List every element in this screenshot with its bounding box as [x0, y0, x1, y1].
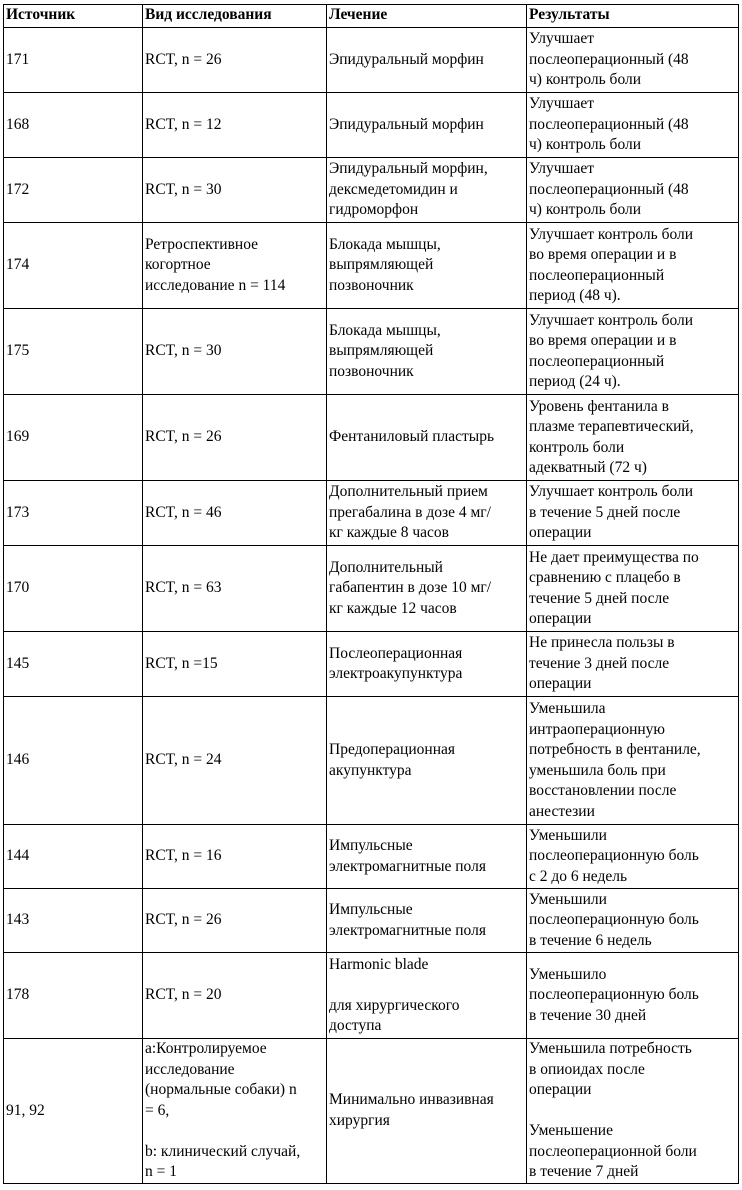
cell-treatment: Эпидуральный морфин: [327, 93, 527, 158]
cell-source: 143: [4, 889, 143, 953]
table-row: [4, 309, 739, 395]
table-row: [4, 697, 739, 825]
cell-study-type: RCT, n = 24: [143, 697, 327, 825]
table-row: [4, 889, 739, 953]
cell-study-type: RCT, n = 46: [143, 481, 327, 546]
header-study-type: Вид исследования: [143, 5, 327, 28]
studies-table: [3, 4, 739, 1184]
cell-results: Улучшает послеоперационный (48 ч) контроль боли: [527, 28, 739, 93]
cell-source: 170: [4, 546, 143, 632]
cell-results: Улучшает контроль боли во время операции и в послеоперационный период (24 ч).: [527, 309, 739, 395]
table-row: [4, 1039, 739, 1184]
cell-treatment: Минимально инвазивная хирургия: [327, 1039, 527, 1184]
cell-study-type: a:Контролируемое исследование (нормальные собаки) n = 6, b: клинический случай, n = 1: [143, 1039, 327, 1184]
cell-source: 178: [4, 953, 143, 1039]
cell-study-type: RCT, n = 63: [143, 546, 327, 632]
cell-results: Улучшает контроль боли в течение 5 дней после операции: [527, 481, 739, 546]
cell-study-type: RCT, n = 30: [143, 309, 327, 395]
header-row: [4, 5, 739, 28]
table-row: [4, 825, 739, 889]
cell-results: Не дает преимущества по сравнению с плацебо в течение 5 дней после операции: [527, 546, 739, 632]
table-row: [4, 158, 739, 223]
cell-treatment: Блокада мышцы, выпрямляющей позвоночник: [327, 223, 527, 309]
cell-source: 172: [4, 158, 143, 223]
cell-source: 169: [4, 395, 143, 481]
table-row: [4, 546, 739, 632]
cell-treatment: Предоперационная акупунктура: [327, 697, 527, 825]
cell-study-type: RCT, n = 16: [143, 825, 327, 889]
cell-results: Уменьшила потребность в опиоидах после операции Уменьшение послеоперационной боли в течение 7 дней: [527, 1039, 739, 1184]
cell-results: Улучшает послеоперационный (48 ч) контроль боли: [527, 93, 739, 158]
cell-source: 173: [4, 481, 143, 546]
cell-study-type: RCT, n = 30: [143, 158, 327, 223]
cell-source: 168: [4, 93, 143, 158]
cell-source: 174: [4, 223, 143, 309]
cell-source: 171: [4, 28, 143, 93]
cell-study-type: Ретроспективное когортное исследование n = 114: [143, 223, 327, 309]
table-row: [4, 481, 739, 546]
cell-results: Уменьшили послеоперационную боль в течение 6 недель: [527, 889, 739, 953]
cell-study-type: RCT, n =15: [143, 632, 327, 697]
cell-source: 145: [4, 632, 143, 697]
cell-source: 146: [4, 697, 143, 825]
cell-study-type: RCT, n = 26: [143, 28, 327, 93]
cell-treatment: Эпидуральный морфин, дексмедетомидин и гидроморфон: [327, 158, 527, 223]
table-row: [4, 28, 739, 93]
cell-treatment: Импульсные электромагнитные поля: [327, 889, 527, 953]
cell-study-type: RCT, n = 12: [143, 93, 327, 158]
cell-source: 91, 92: [4, 1039, 143, 1184]
cell-results: Уменьшила интраоперационную потребность в фентаниле, уменьшила боль при восстановлении после анестезии: [527, 697, 739, 825]
cell-study-type: RCT, n = 20: [143, 953, 327, 1039]
cell-source: 175: [4, 309, 143, 395]
cell-treatment: Импульсные электромагнитные поля: [327, 825, 527, 889]
cell-treatment: Harmonic blade для хирургического доступа: [327, 953, 527, 1039]
table-row: [4, 93, 739, 158]
table-row: [4, 632, 739, 697]
cell-results: Не принесла пользы в течение 3 дней после операции: [527, 632, 739, 697]
cell-results: Уровень фентанила в плазме терапевтический, контроль боли адекватный (72 ч): [527, 395, 739, 481]
cell-results: Улучшает послеоперационный (48 ч) контроль боли: [527, 158, 739, 223]
cell-study-type: RCT, n = 26: [143, 395, 327, 481]
table-row: [4, 395, 739, 481]
header-treatment: Лечение: [327, 5, 527, 28]
cell-study-type: RCT, n = 26: [143, 889, 327, 953]
cell-treatment: Фентаниловый пластырь: [327, 395, 527, 481]
cell-results: Уменьшило послеоперационную боль в течение 30 дней: [527, 953, 739, 1039]
table-row: [4, 953, 739, 1039]
header-results: Результаты: [527, 5, 739, 28]
cell-treatment: Блокада мышцы, выпрямляющей позвоночник: [327, 309, 527, 395]
cell-source: 144: [4, 825, 143, 889]
cell-treatment: Послеоперационная электроакупунктура: [327, 632, 527, 697]
cell-treatment: Дополнительный прием прегабалина в дозе 4 мг/ кг каждые 8 часов: [327, 481, 527, 546]
cell-treatment: Дополнительный габапентин в дозе 10 мг/ кг каждые 12 часов: [327, 546, 527, 632]
cell-treatment: Эпидуральный морфин: [327, 28, 527, 93]
header-source: Источник: [4, 5, 143, 28]
cell-results: Уменьшили послеоперационную боль с 2 до 6 недель: [527, 825, 739, 889]
cell-results: Улучшает контроль боли во время операции и в послеоперационный период (48 ч).: [527, 223, 739, 309]
table-row: [4, 223, 739, 309]
